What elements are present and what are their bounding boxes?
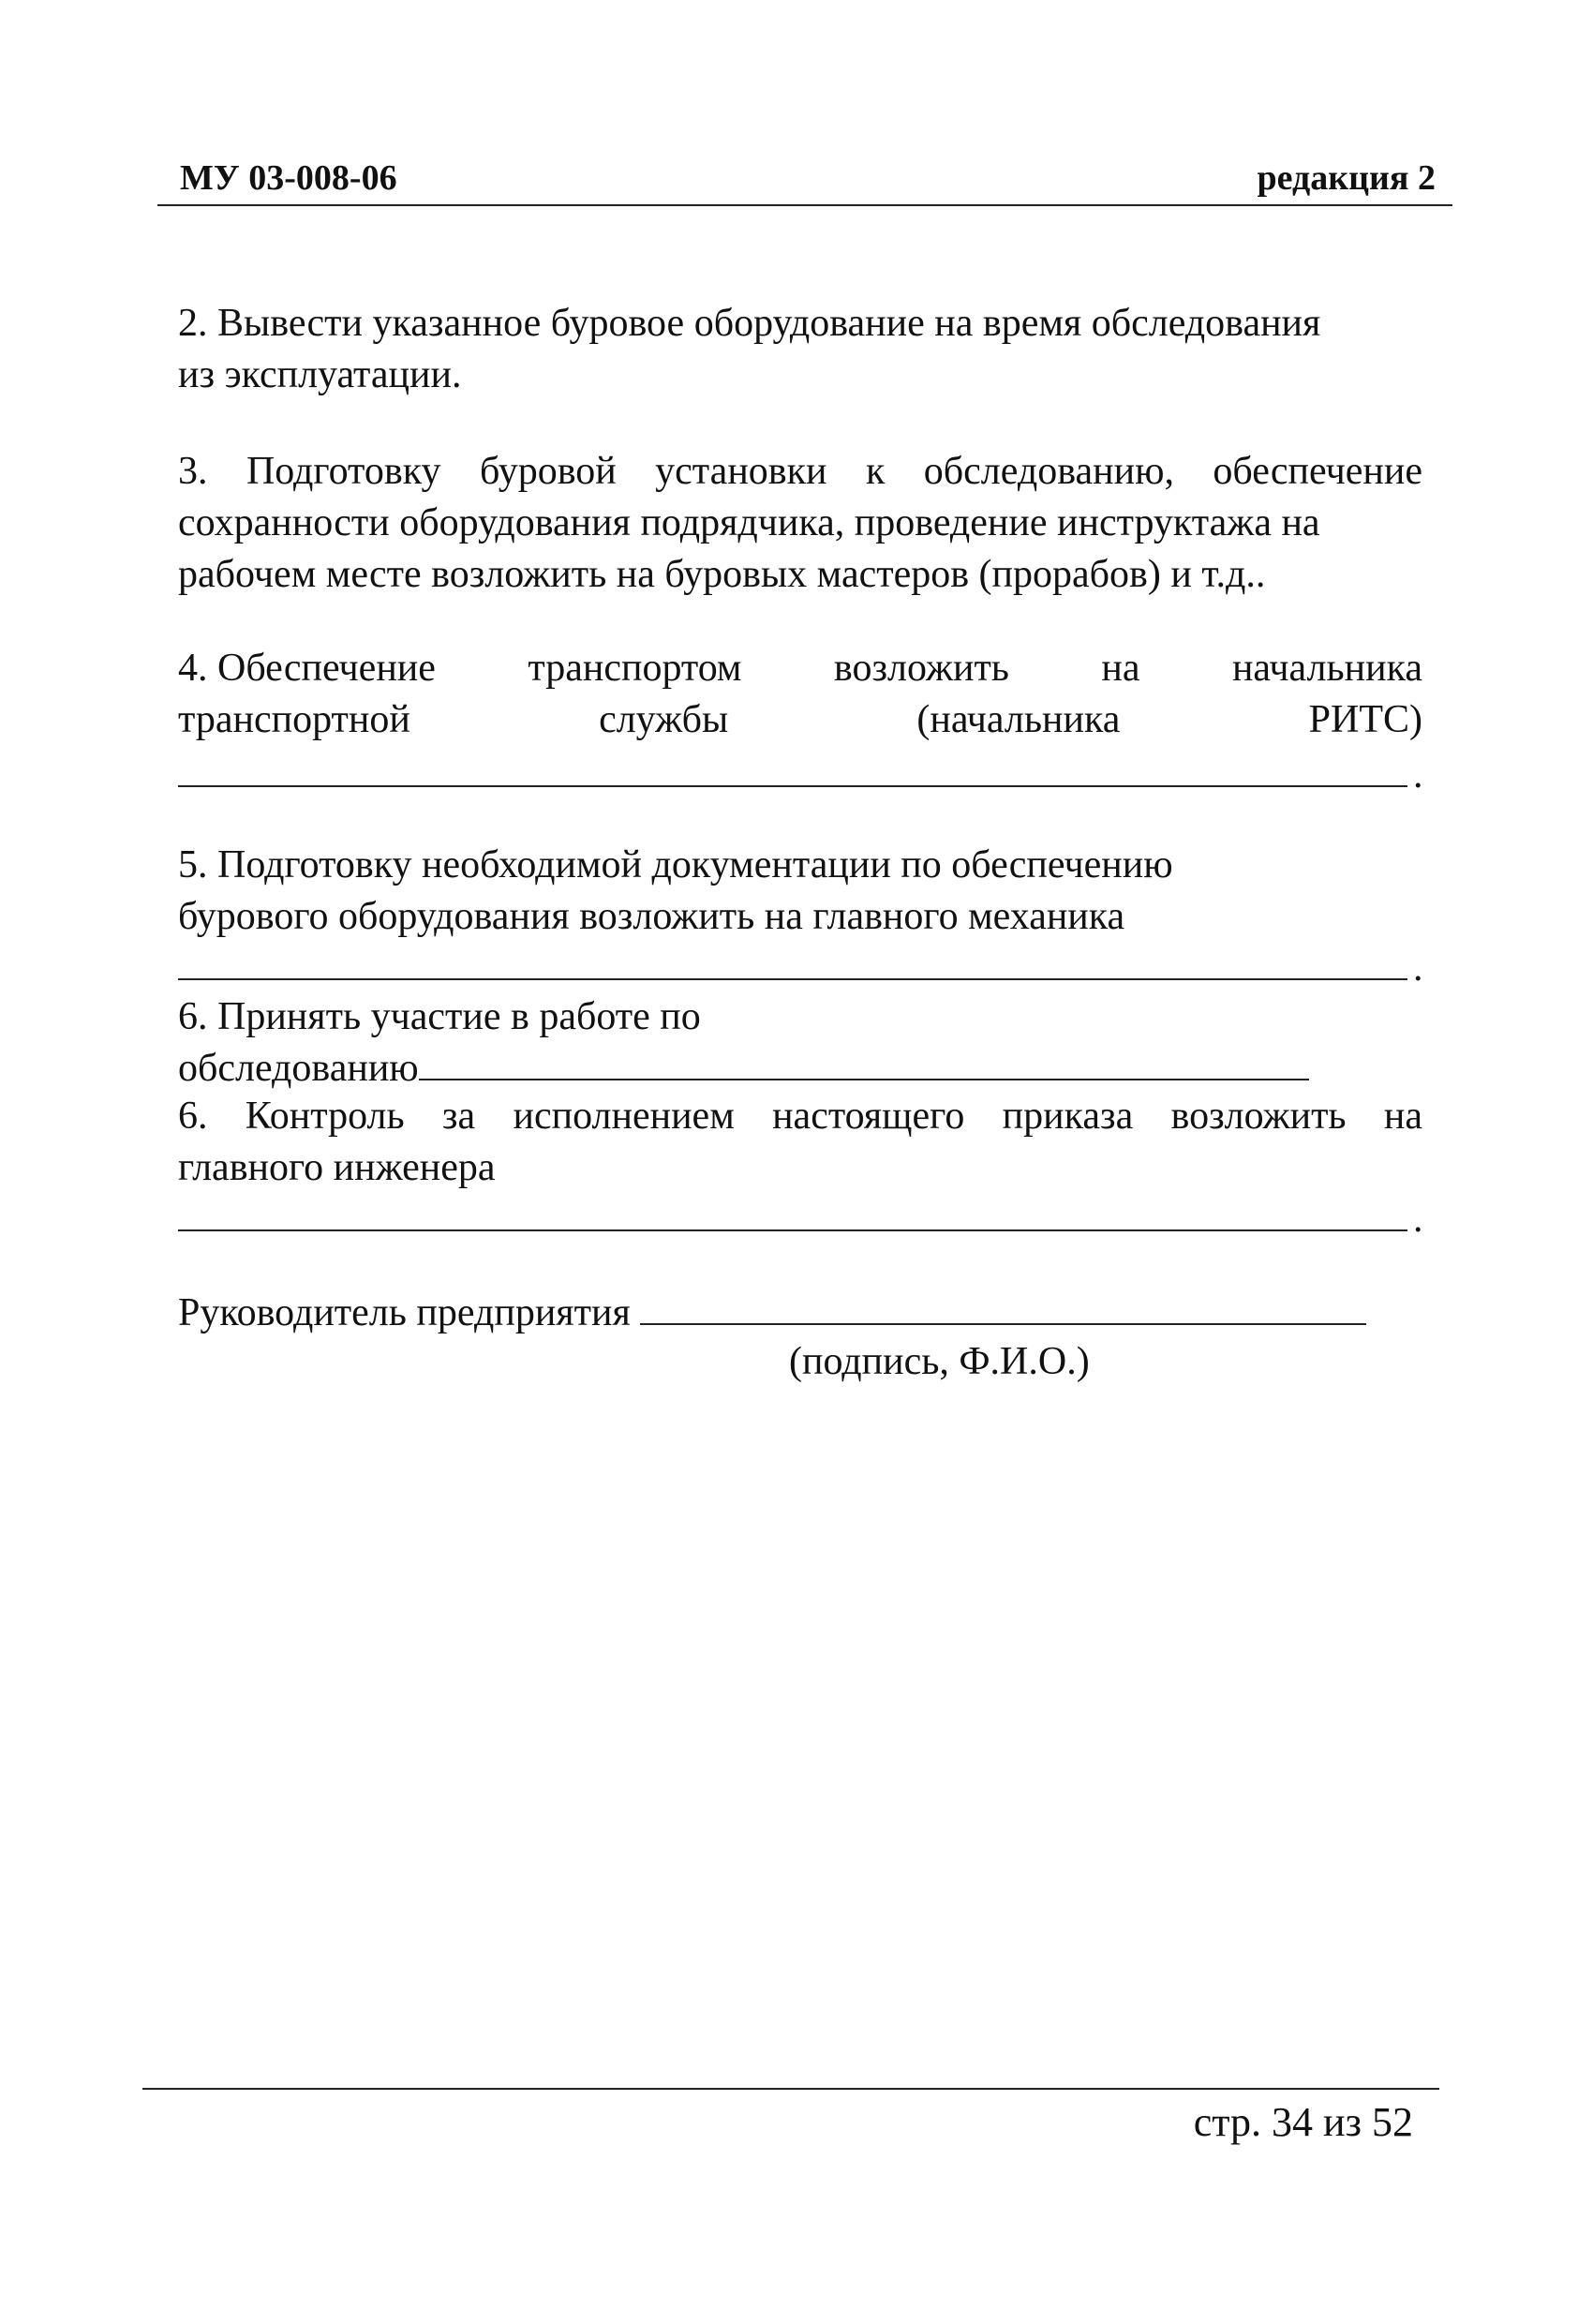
item-5 <box>178 840 1422 943</box>
item-6a-blank-line <box>419 1050 1309 1080</box>
signature-caption: (подпись, Ф.И.О.) <box>789 1340 1090 1383</box>
footer-rule <box>142 2088 1439 2090</box>
signature-blank-line <box>640 1295 1366 1325</box>
edition-label: редакция 2 <box>1257 158 1436 198</box>
item-6b-line-1 <box>178 1091 1422 1142</box>
page-number: стр. 34 из 52 <box>1193 2099 1413 2145</box>
item-6b-period: . <box>1413 1198 1423 1241</box>
item-4-word: на <box>1101 647 1140 690</box>
item-4-word: начальника <box>1231 647 1422 690</box>
item-5-blank-line <box>178 978 1407 980</box>
signature-label: Руководитель предприятия <box>178 1291 631 1334</box>
item-6a-line-2-text: обследованию <box>178 1047 419 1090</box>
header-rule <box>157 204 1452 206</box>
item-6a-line-2 <box>178 1043 1422 1095</box>
item-6-control <box>178 1091 1422 1194</box>
item-6-participation <box>178 991 1422 1095</box>
item-4 <box>178 643 1422 746</box>
item-4-word: службы <box>599 698 729 741</box>
item-4-word: возложить <box>833 647 1009 690</box>
item-4-word: транспортной <box>178 698 410 741</box>
item-6a-line-1: 6. Принять участие в работе по <box>178 995 701 1038</box>
item-5-line-1: 5. Подготовку необходимой документации по обеспечению <box>178 843 1173 886</box>
item-3 <box>178 446 1422 601</box>
item-2-line-2: из эксплуатации. <box>178 353 462 396</box>
item-4-blank-line <box>178 785 1407 787</box>
item-3-line-1 <box>178 446 1422 498</box>
document-code: МУ 03-008-06 <box>180 158 397 198</box>
item-6b-blank-line <box>178 1229 1407 1231</box>
item-3-line-1-text: 3. Подготовку буровой установки к обследованию, обеспечение <box>178 450 1422 493</box>
item-5-period: . <box>1413 946 1423 990</box>
item-6b-line-1-text: 6. Контроль за исполнением настоящего приказа возложить на <box>178 1095 1422 1138</box>
item-3-line-3: рабочем месте возложить на буровых мастеров (прорабов) и т.д.. <box>178 553 1266 596</box>
item-3-line-2: сохранности оборудования подрядчика, проведение инструктажа на <box>178 501 1320 544</box>
item-4-line-1 <box>178 643 1422 694</box>
item-6b-line-2: главного инженера <box>178 1146 496 1189</box>
item-4-line-2 <box>178 694 1422 746</box>
item-2 <box>178 298 1422 401</box>
item-2-line-1: 2. Вывести указанное буровое оборудование на время обследования <box>178 302 1321 345</box>
signature-line <box>178 1288 1422 1339</box>
item-4-word: 4. Обеспечение <box>178 647 436 690</box>
signature-row <box>178 1288 1422 1339</box>
item-4-period: . <box>1413 753 1423 797</box>
item-4-word: транспортом <box>528 647 742 690</box>
item-4-word: (начальника <box>916 698 1121 741</box>
item-4-word: РИТС) <box>1308 698 1422 741</box>
item-5-line-2: бурового оборудования возложить на главного механика <box>178 895 1125 938</box>
